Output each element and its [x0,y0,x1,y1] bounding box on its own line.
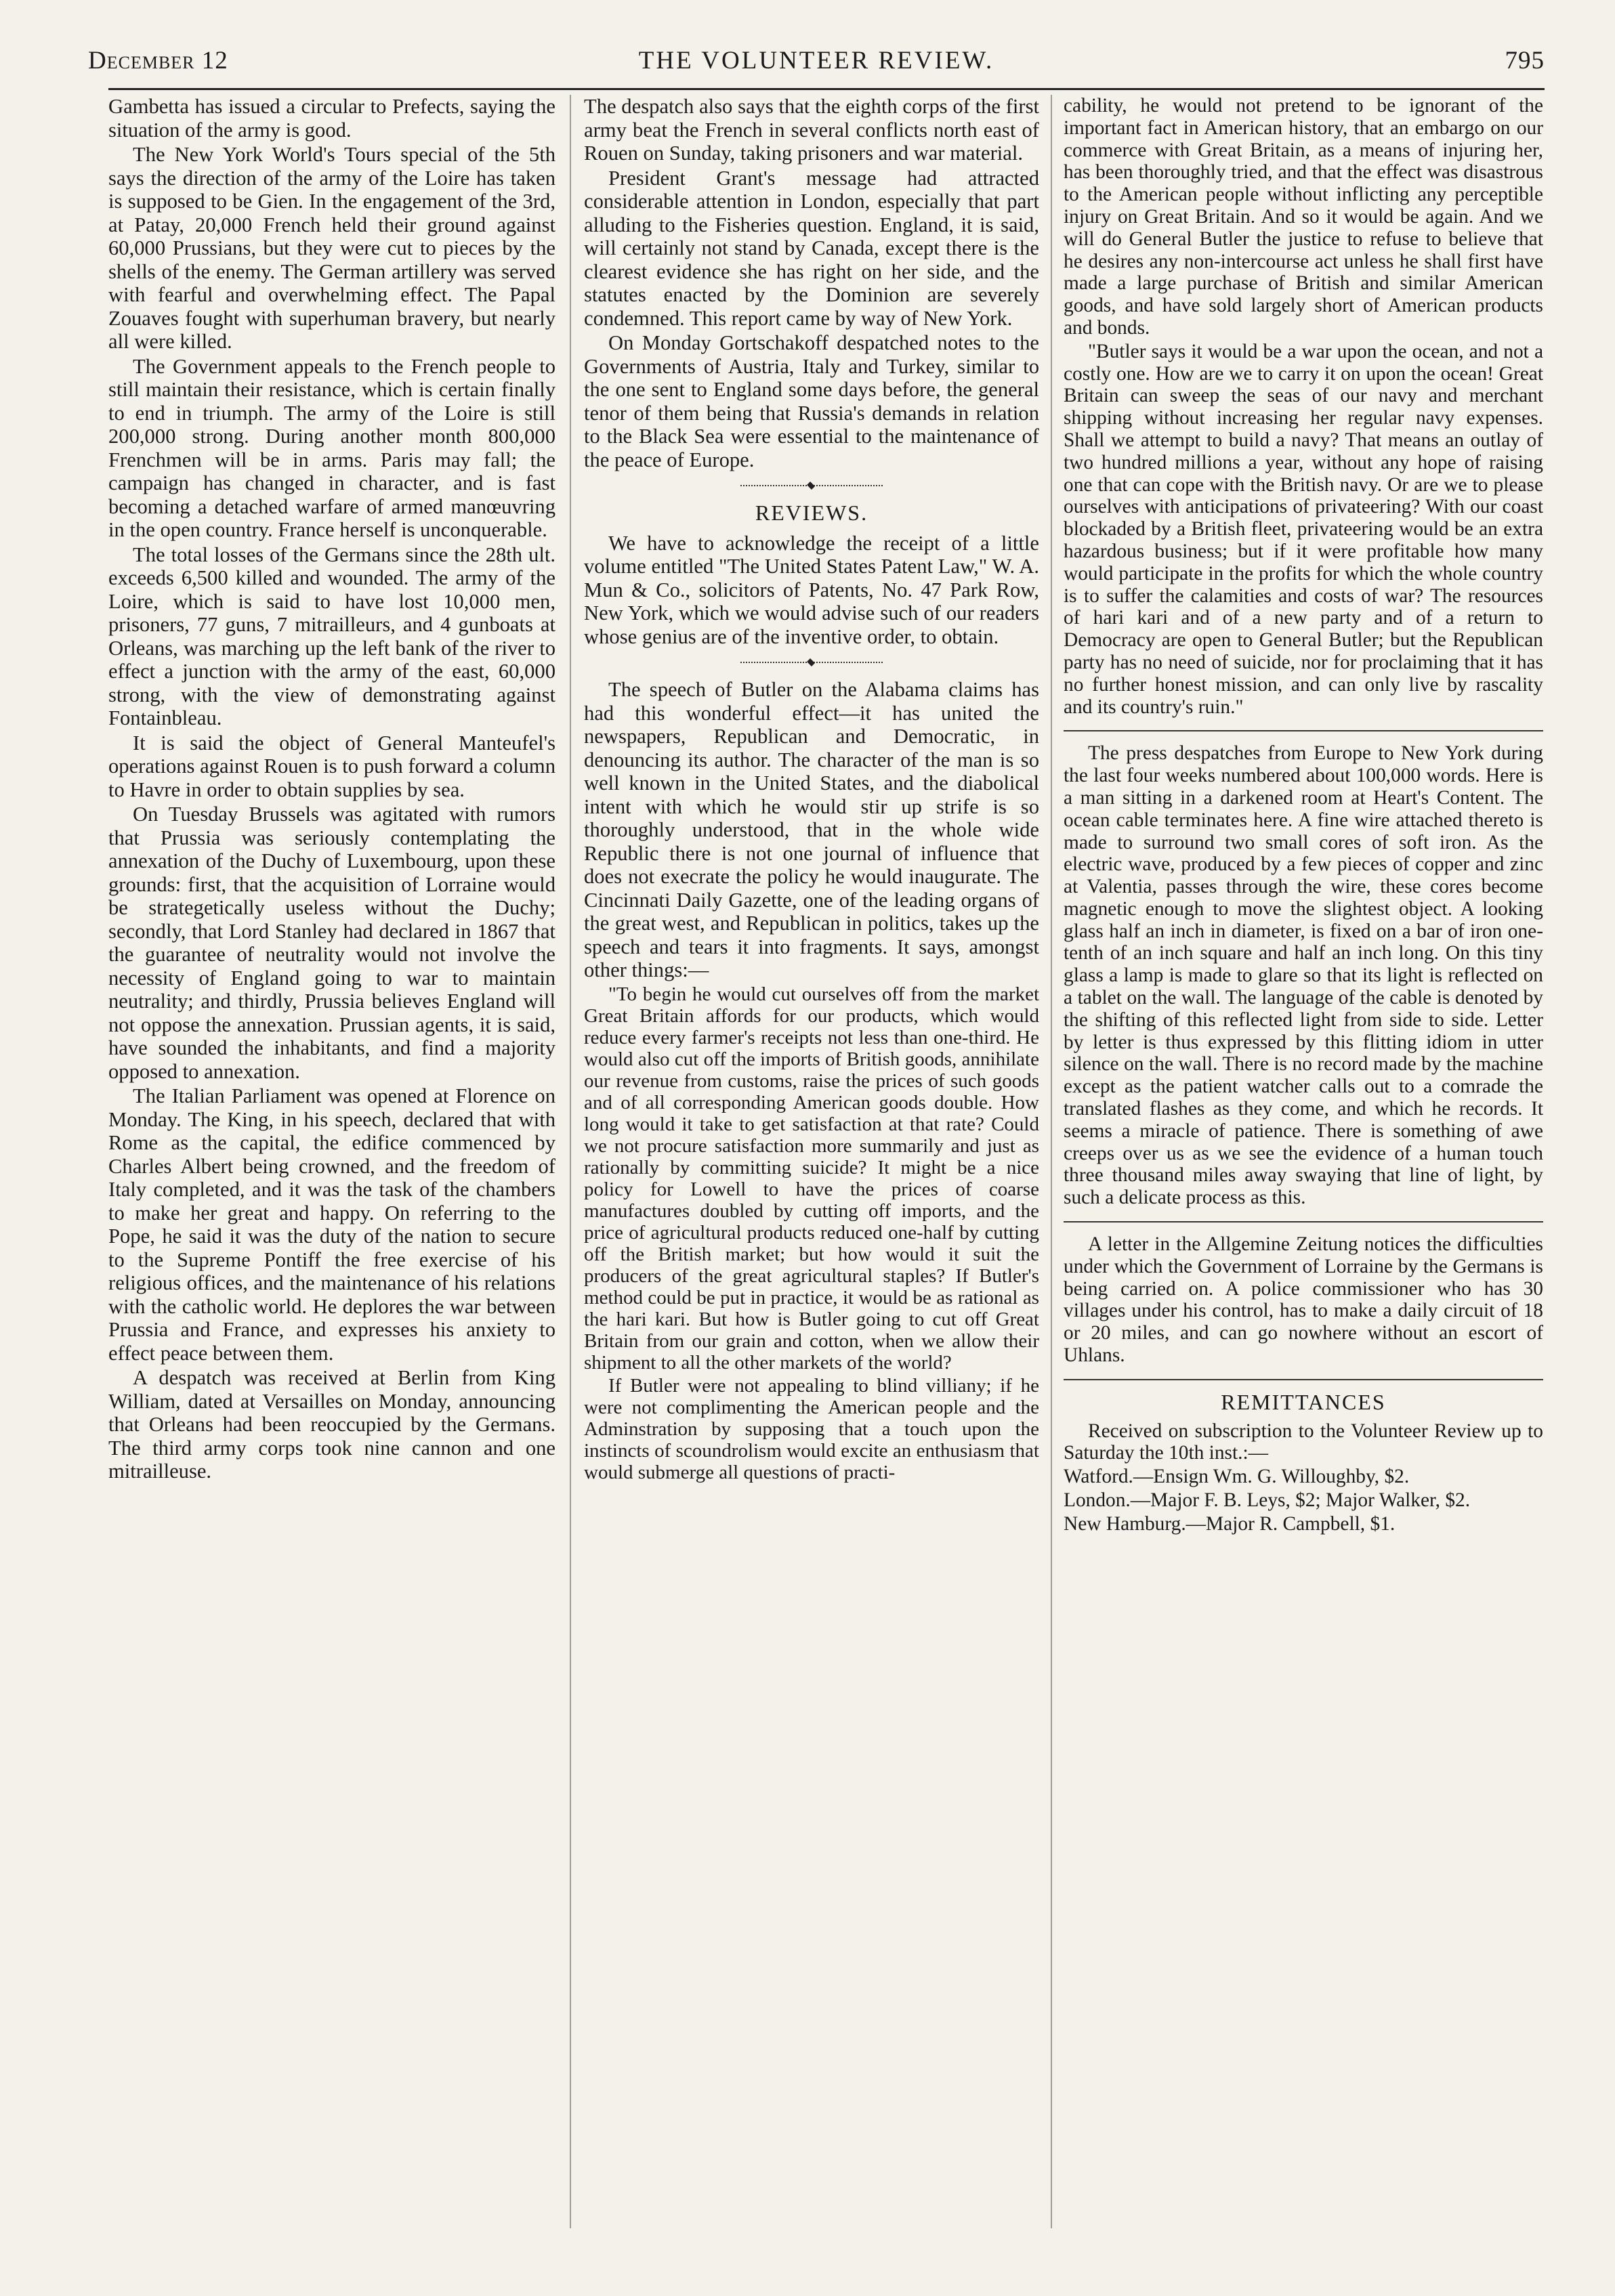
article-paragraph: The total losses of the Germans since the 28th ult. exceeds 6,500 killed and wounded. The army of the Loire, which is said to have lost 10,000 men, prisoners, 77 guns, 7 mitrailleurs, and 4 gunboats at Orleans, was marching up the left bank of the river to effect a junction with the army of the east, 60,000 strong, with the view of demonstrating against Fontainbleau. [108,543,555,729]
article-paragraph: The Italian Parliament was opened at Florence on Monday. The King, in his speech, declared that with Rome as the capital, the edifice commenced by Charles Albert being crowned, and the freedom of Italy completed, and it was the task of the chambers to make her great and happy. On referring to the Pope, he said it was the duty of the nation to secure to the Supreme Pontiff the free exercise of his religious offices, and the maintenance of his relations with the catholic world. He deplores the war between Prussia and France, and expresses his anxiety to effect peace between them. [108,1084,555,1365]
remittance-entry: New Hamburg.—Major R. Campbell, $1. [1064,1512,1396,1535]
article-paragraph: The speech of Butler on the Alabama claims has had this wonderful effect—it has united the newspapers, Republican and Democratic, in denouncing its author. The character of the man is so well known in the United States, and the diabolical intent with which he would stir up strife is so thoroughly understood, that in the whole wide Republic there is not one journal of influence that does not execrate the policy he would inaugurate. The Cincinnati Daily Gazette, one of the leading organs of the great west, and Republican in politics, takes up the speech and tears it into fragments. It says, amongst other things:— [584,678,1039,981]
column-3 [1064,95,1543,2262]
article-paragraph: The Government appeals to the French people to still maintain their resistance, which is certain finally to end in triumph. The army of the Loire is still 200,000 strong. During another month 800,000 Frenchmen will be in arms. Paris may fall; the campaign has changed in character, and is fast becoming a detached warfare of armed manœuvring in the open country. France herself is unconquerable. [108,354,555,541]
quote-paragraph: If Butler were not appealing to blind villiany; if he were not complimenting the American people and the Adminstration by supposing that a touch upon the instincts of scoundrolism would excite an enthusiasm that would submerge all questions of practi- [584,1374,1039,1483]
remittances-heading: REMITTANCES [1221,1389,1386,1414]
remittances-intro: Received on subscription to the Volunteer Review up to Saturday the 10th inst.:— [1064,1420,1543,1464]
masthead-title: THE VOLUNTEER REVIEW. [638,47,994,75]
article-paragraph: A letter in the Allgemine Zeitung notices the difficulties under which the Government of Lorraine by the Germans is being carried on. A police commissioner who has 30 villages under his control, has to make a daily circuit of 18 or 20 miles, and can go nowhere without an escort of Uhlans. [1064,1233,1543,1367]
issue-date: December 12 [88,47,228,75]
column-1 [108,95,555,2262]
section-rule [1064,1221,1543,1223]
article-paragraph: Gambetta has issued a circular to Prefects, saying the situation of the army is good. [108,95,555,142]
quote-paragraph: "To begin he would cut ourselves off from the market Great Britain affords for our products, which would reduce every farmer's receipts not less than one-third. He would also cut off the imports of British goods, annihilate our revenue from customs, raise the prices of such goods and of all corresponding American goods double. How long would it take to get satisfaction at that rate? Could we not procure satisfaction more summarily and just as rationally by committing suicide? It might be a nice policy for Lowell to have the prices of coarse manufactures doubled by cutting off imports, and the price of agricultural products reduced one-half by cutting off the British market; but how would it suit the producers of the great agricultural staples? If Butler's method could be put in practice, it would be as rational as the hari kari. But how is Butler going to cut off Great Britain from our grain and cotton, when we allow their shipment to all the other markets of the world? [584,983,1039,1374]
article-paragraph: The New York World's Tours special of the 5th says the direction of the army of the Loire has taken is supposed to be Gien. In the engagement of the 3rd, at Patay, 20,000 French held their ground against 60,000 Prussians, but they were cut to pieces by the shells of the enemy. The German artillery was served with fearful and overwhelming effect. The Papal Zouaves fought with superhuman bravery, but nearly all were killed. [108,143,555,353]
section-rule [1064,1379,1543,1380]
column-2 [584,95,1039,2262]
header-rule [108,88,1545,90]
remittance-entry: London.—Major F. B. Leys, $2; Major Walker, $2. [1064,1489,1471,1512]
page-header [88,42,1545,83]
remittance-entry: Watford.—Ensign Wm. G. Willoughby, $2. [1064,1466,1410,1488]
quote-paragraph: cability, he would not pretend to be ignorant of the important fact in American history, that an embargo on our commerce with Great Britain, as a means of injuring her, has been thoroughly tried, and that the effect was disastrous to the American people without inflicting any perceptible injury on Great Britain. And so it would be again. And we will do General Butler the justice to refuse to believe that he desires any non-intercourse act unless he shall first have made a large purchase of British and similar American goods, and have sold largely short of American products and bonds. [1064,95,1543,339]
section-ornament [584,482,1039,489]
column-divider-1 [570,95,571,2228]
article-paragraph: On Tuesday Brussels was agitated with rumors that Prussia was seriously contemplating the annexation of the Duchy of Luxembourg, upon these grounds: first, that the acquisition of Lorraine would be strategetically useless without the Duchy; secondly, that Lord Stanley had declared in 1867 that the guarantee of neutrality would not involve the necessity of England going to war to maintain neutrality; and thirdly, Prussia believes England will not oppose the annexation. Prussian agents, it is said, have sounded the inhabitants, and find a majority opposed to annexation. [108,803,555,1083]
section-ornament [584,659,1039,666]
article-paragraph: A despatch was received at Berlin from King William, dated at Versailles on Monday, announcing that Orleans had been reoccupied by the Germans. The third army corps took nine cannon and one mitrailleuse. [108,1366,555,1483]
column-divider-2 [1051,95,1052,2228]
article-paragraph: It is said the object of General Manteufel's operations against Rouen is to push forward a column to Havre in order to obtain supplies by sea. [108,731,555,801]
reviews-heading: REVIEWS. [755,501,868,525]
page-number: 795 [1505,47,1545,75]
article-paragraph: On Monday Gortschakoff despatched notes to the Governments of Austria, Italy and Turkey, similar to the one sent to England some days before, the general tenor of them being that Russia's demands in relation to the Black Sea were essential to the maintenance of the peace of Europe. [584,331,1039,471]
article-paragraph: The despatch also says that the eighth corps of the first army beat the French in several conflicts north east of Rouen on Sunday, taking prisoners and war material. [584,95,1039,165]
section-rule [1064,730,1543,731]
quote-paragraph: "Butler says it would be a war upon the ocean, and not a costly one. How are we to carry it on upon the ocean! Great Britain can sweep the seas of our navy and merchant shipping without increasing her regular navy expenses. Shall we attempt to build a navy? That means an outlay of two hundred millions a year, without any hope of raising one that can cope with the British navy. Or are we to please ourselves with anticipations of privateering? With our coast blockaded by a British fleet, privateering would be an extra hazardous business; but if it were profitable how many would participate in the profits for which the whole country is to suffer the calamities and costs of war? The resources of hari kari and of a new party and of a return to Democracy are open to General Butler; but the Republican party has no need of suicide, nor for proclaiming that it has no further honest mission, and can only live by rascality and its country's ruin." [1064,340,1543,718]
article-paragraph: The press despatches from Europe to New York during the last four weeks numbered about 100,000 words. Here is a man sitting in a darkened room at Heart's Content. The ocean cable terminates here. A fine wire attached thereto is made to surround two small cores of soft iron. As the electric wave, produced by a few pieces of copper and zinc at Valentia, passes through the wire, these cores become magnetic enough to move the slightest object. A looking glass half an inch in diameter, is fixed on a bar of iron one-tenth of an inch square and half an inch long. On this tiny glass a lamp is made to glare so that its light is reflected on a tablet on the wall. The language of the cable is denoted by the shifting of this reflected light from side to side. Letter by letter is thus expressed by this flitting idiom in utter silence on the wall. There is no record made by the machine except as the patient watcher calls out to a comrade the translated flashes as they come, and which he records. It seems a miracle of patience. There is something of awe creeps over us as we see the evidence of a human touch three thousand miles away swaying that line of light, by such a delicate process as this. [1064,742,1543,1209]
review-paragraph: We have to acknowledge the receipt of a little volume entitled "The United States Patent Law," W. A. Mun & Co., solicitors of Patents, No. 47 Park Row, New York, which we would advise such of our readers whose genius are of the inventive order, to obtain. [584,531,1039,648]
article-paragraph: President Grant's message had attracted considerable attention in London, especially that part alluding to the Fisheries question. England, it is said, will certainly not stand by Canada, except there is the clearest evidence she has right on her side, and the statutes enacted by the Dominion are severely condemned. This report came by way of New York. [584,166,1039,330]
